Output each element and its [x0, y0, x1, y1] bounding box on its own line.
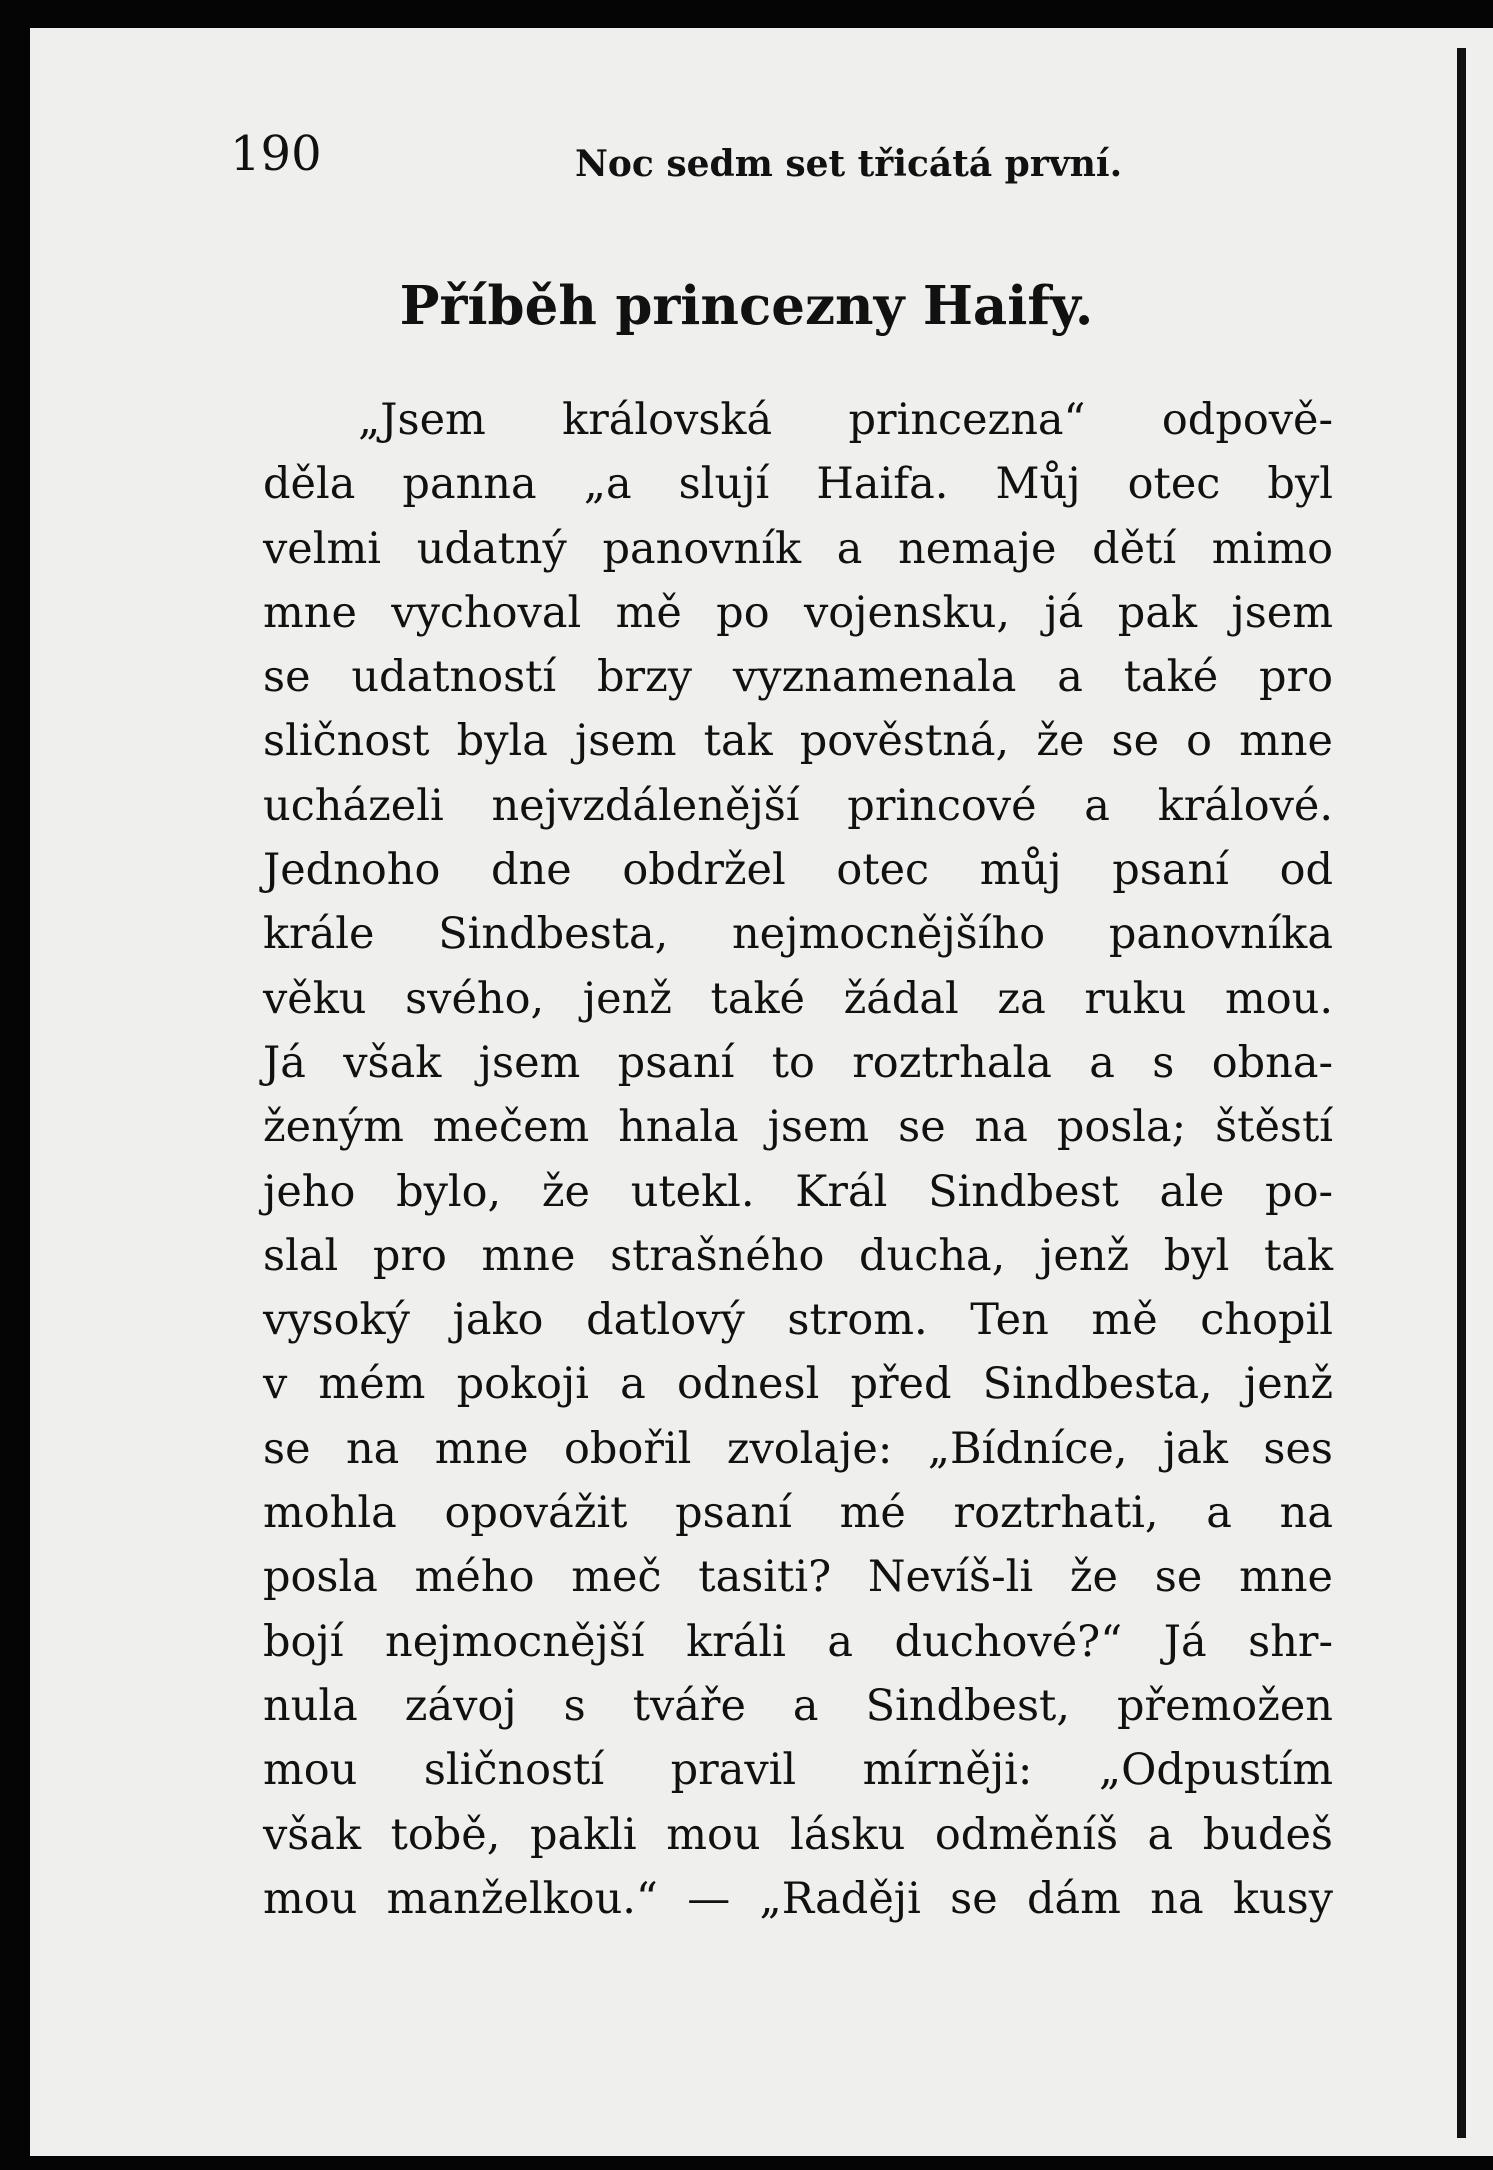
- page-edge-line: [1457, 48, 1466, 2138]
- text-line: velmi udatný panovník a nemaje dětí mimo: [263, 523, 1333, 574]
- text-line: děla panna „a slují Haifa. Můj otec byl: [263, 459, 1333, 510]
- text-line: sličnost byla jsem tak pověstná, že se o mne: [263, 716, 1333, 767]
- text-line: posla mého meč tasiti? Nevíš-li že se mne: [263, 1552, 1333, 1603]
- text-line: ženým mečem hnala jsem se na posla; štěstí: [263, 1102, 1333, 1153]
- text-line: však tobě, pakli mou lásku odměníš a budeš: [263, 1809, 1333, 1860]
- text-line: „Jsem královská princezna“ odpově-: [358, 395, 1333, 445]
- text-line: mohla opovážit psaní mé roztrhati, a na: [263, 1488, 1333, 1539]
- adjacent-page-edge: [1445, 28, 1493, 2156]
- page-header: [230, 100, 1350, 185]
- page-number: 190: [230, 126, 322, 182]
- text-line: bojí nejmocnější králi a duchové?“ Já shr-: [263, 1616, 1333, 1667]
- running-title: Noc sedm set třicátá první.: [575, 143, 1123, 185]
- text-line: mou manželkou.“ — „Raději se dám na kusy: [263, 1873, 1333, 1924]
- text-line: ucházeli nejvzdálenější princové a králové.: [263, 780, 1333, 831]
- text-line: v mém pokoji a odnesl před Sindbesta, jenž: [263, 1359, 1333, 1410]
- text-line: se udatností brzy vyznamenala a také pro: [263, 652, 1333, 703]
- text-line: jeho bylo, že utekl. Král Sindbest ale po-: [263, 1166, 1333, 1217]
- text-line: Jednoho dne obdržel otec můj psaní od: [263, 845, 1333, 896]
- text-line: věku svého, jenž také žádal za ruku mou.: [263, 973, 1333, 1024]
- text-line: krále Sindbesta, nejmocnějšího panovníka: [263, 909, 1333, 960]
- text-line: se na mne obořil zvolaje: „Bídníce, jak ses: [263, 1423, 1333, 1474]
- chapter-title: Příběh princezny Haify.: [399, 275, 1094, 337]
- text-line: Já však jsem psaní to roztrhala a s obna-: [263, 1037, 1333, 1088]
- text-line: mne vychoval mě po vojensku, já pak jsem: [263, 587, 1333, 638]
- body-text: [263, 388, 1333, 1931]
- text-line: slal pro mne strašného ducha, jenž byl tak: [263, 1230, 1333, 1281]
- text-line: vysoký jako datlový strom. Ten mě chopil: [263, 1295, 1333, 1346]
- text-line: mou sličností pravil mírněji: „Odpustím: [263, 1745, 1333, 1796]
- text-line: nula závoj s tváře a Sindbest, přemožen: [263, 1680, 1333, 1731]
